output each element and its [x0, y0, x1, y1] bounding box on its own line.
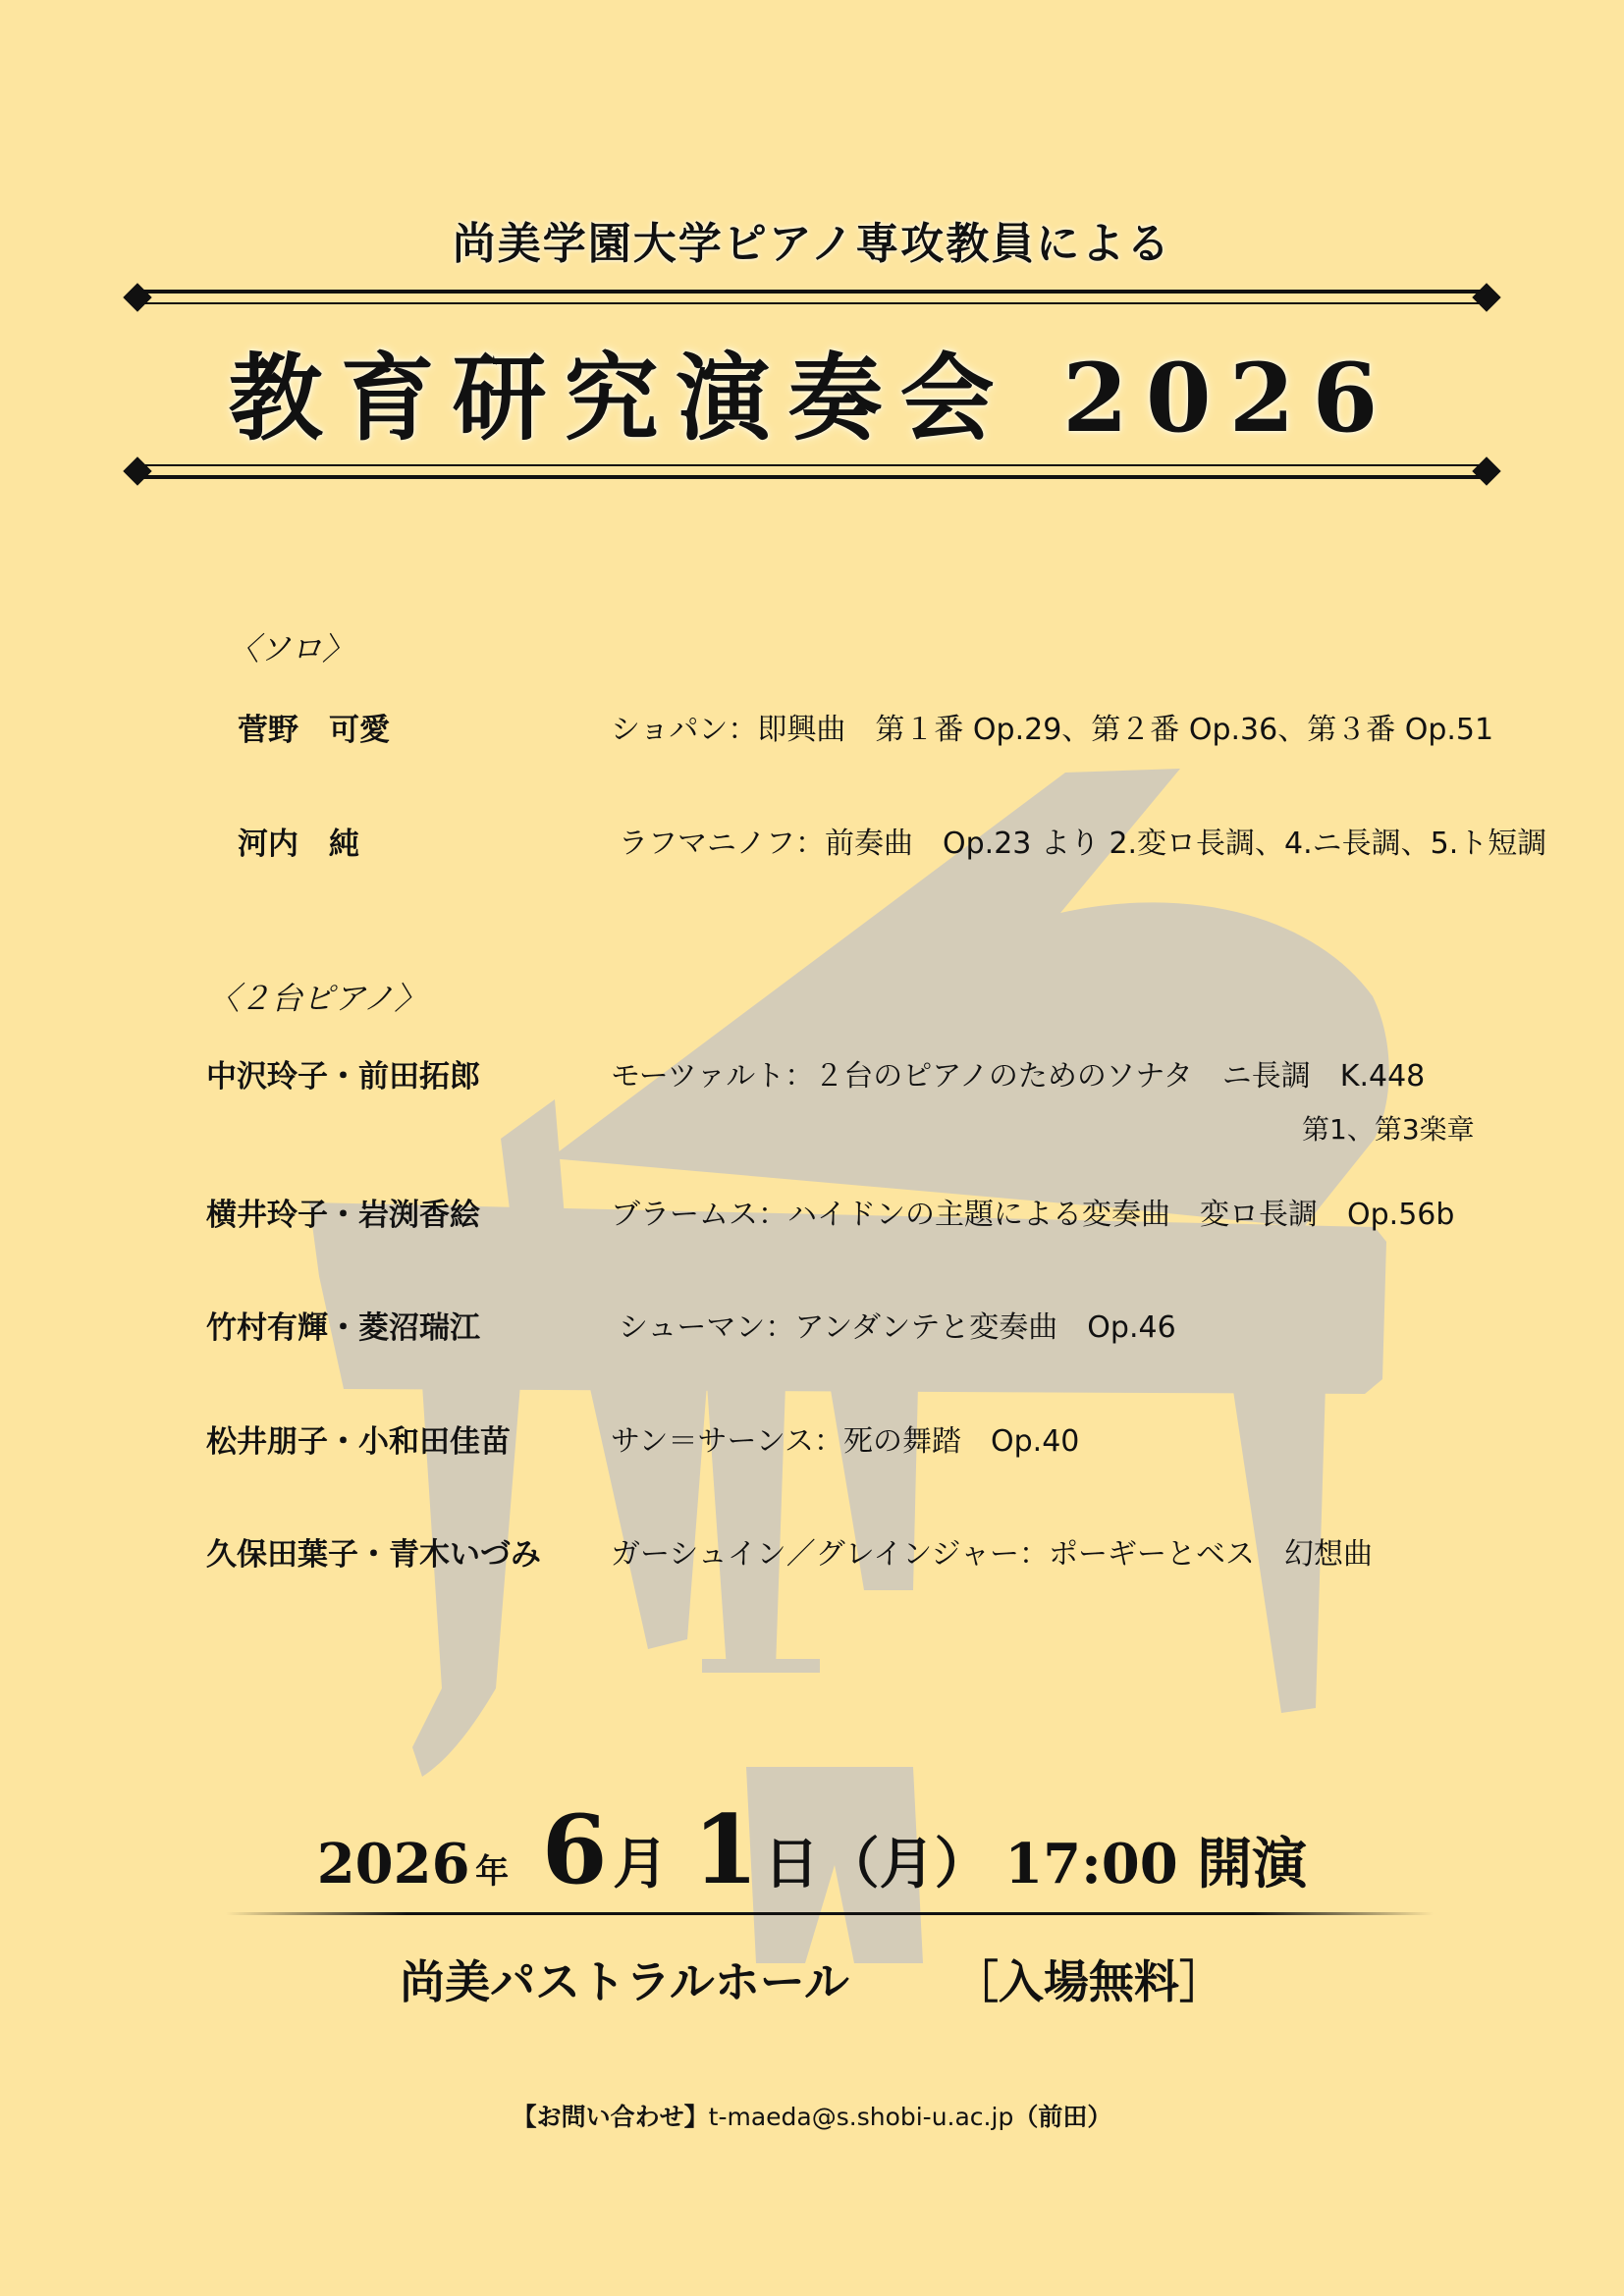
- date-weekday: （月）: [824, 1832, 990, 1896]
- contact-label: 【お問い合わせ】: [512, 2103, 709, 2131]
- venue-line: [0, 1947, 1624, 2011]
- duo-section-label: 〈２台ピアノ〉: [208, 980, 426, 1017]
- date-day-unit: 日: [764, 1832, 820, 1896]
- date-year: 2026: [316, 1832, 470, 1896]
- duo-performer-1: 中沢玲子・前田拓郎: [206, 1059, 480, 1095]
- duo-work-2: ブラームス：ハイドンの主題による変奏曲 変ロ長調 Op.56b: [611, 1198, 1455, 1232]
- contact-email[interactable]: t-maeda@s.shobi-u.ac.jp: [708, 2103, 1014, 2131]
- duo-performer-3: 竹村有輝・菱沼瑞江: [206, 1310, 480, 1346]
- date-month: 6: [541, 1794, 608, 1905]
- date-year-unit: 年: [475, 1852, 510, 1892]
- contact-line: [0, 2098, 1624, 2133]
- duo-work-1: モーツァルト：２台のピアノのためのソナタ ニ長調 K.448: [611, 1059, 1426, 1094]
- solo-section-label: 〈ソロ〉: [228, 630, 354, 667]
- duo-performer-4: 松井朋子・小和田佳苗: [206, 1424, 511, 1460]
- concert-subtitle: 尚美学園大学ピアノ専攻教員による: [452, 219, 1172, 269]
- duo-work-1-note: 第1、第3楽章: [1302, 1113, 1475, 1146]
- solo-performer-2: 河内 純: [238, 827, 359, 862]
- start-time-label: 開演: [1197, 1832, 1308, 1896]
- solo-work-2: ラフマニノフ：前奏曲 Op.23 より 2.変ロ長調、4.ニ長調、5.ト短調: [619, 827, 1547, 861]
- venue-name: 尚美パストラルホール: [400, 1955, 849, 2008]
- concert-title: 教育研究演奏会 2026: [228, 343, 1396, 454]
- contact-person: （前田）: [1013, 2103, 1112, 2131]
- start-time: 17:00: [1004, 1832, 1178, 1896]
- duo-work-4: サン＝サーンス：死の舞踏 Op.40: [611, 1424, 1080, 1459]
- concert-date: [0, 1794, 1624, 1905]
- duo-performer-5: 久保田葉子・青木いづみ: [206, 1537, 541, 1573]
- duo-work-3: シューマン：アンダンテと変奏曲 Op.46: [619, 1310, 1176, 1345]
- solo-performer-1: 菅野 可愛: [238, 713, 390, 748]
- date-day: 1: [692, 1794, 759, 1905]
- duo-performer-2: 横井玲子・岩渕香絵: [206, 1198, 480, 1233]
- duo-work-5: ガーシュイン／グレインジャー：ポーギーとベス 幻想曲: [611, 1537, 1373, 1572]
- date-month-unit: 月: [613, 1832, 669, 1896]
- solo-work-1: ショパン：即興曲 第１番 Op.29、第２番 Op.36、第３番 Op.51: [611, 713, 1494, 747]
- admission-note: ［入場無料］: [952, 1955, 1224, 2008]
